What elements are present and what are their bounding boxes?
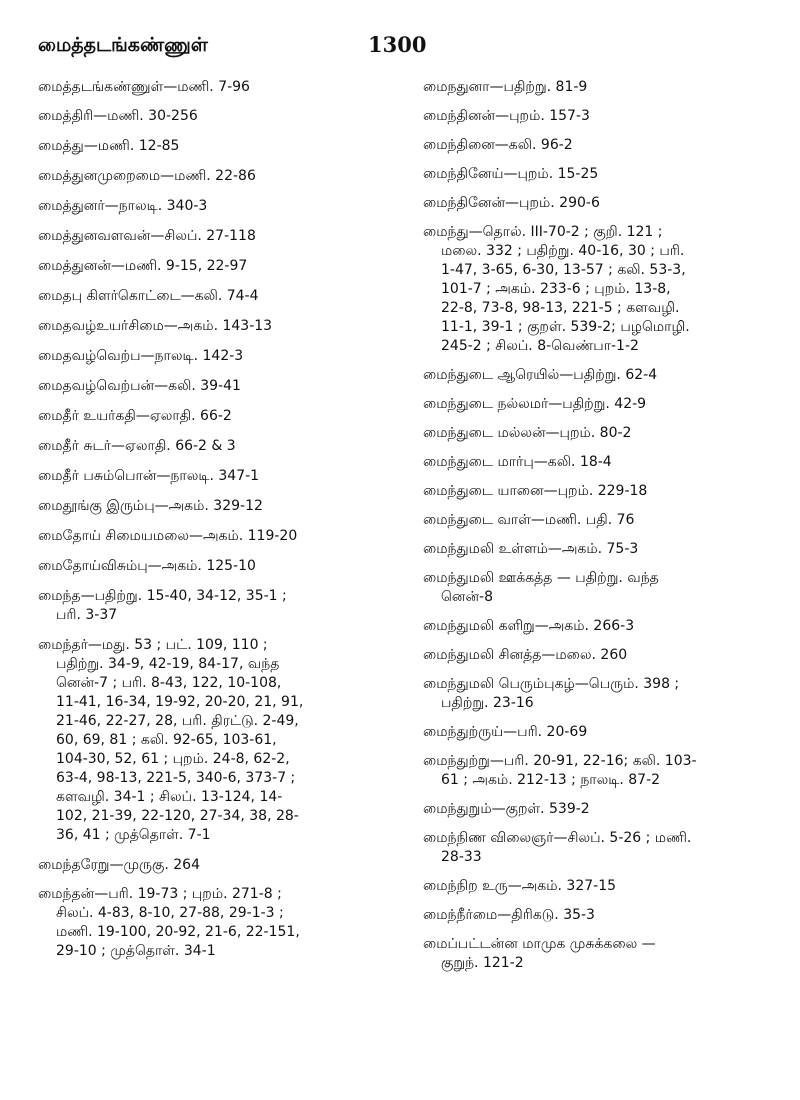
index-entry (38, 437, 410, 456)
index-entry (38, 197, 410, 216)
entry-continuation-line: பதிற்று. 23-16 (441, 695, 534, 711)
entry-headword-line: மைப்பட்டன்ன மாமுக முசுக்கலை — (423, 936, 656, 952)
index-entry (423, 540, 775, 559)
entry-continuation-line: 102, 21-39, 22-120, 27-34, 38, 28- (56, 808, 299, 824)
running-head: மைத்தடங்கண்ணுள் (38, 34, 208, 56)
entry-continuation-line: பதிற்று. 34-9, 42-19, 84-17, வந்த (56, 656, 280, 672)
entry-headword-line: மைந்துமலி ஊக்கத்த — பதிற்று. வந்த (423, 570, 659, 586)
entry-continuation-line: மணி. 19-100, 20-92, 21-6, 22-151, (56, 924, 300, 940)
entry-continuation-line: னென்-7 ; பரி. 8-43, 122, 10-108, (56, 675, 282, 691)
entry-headword-line: மைதோய் சிமையமலை—அகம். 119-20 (38, 528, 298, 544)
entry-continuation-line: 11-1, 39-1 ; குறள். 539-2; பழமொழி. (441, 319, 690, 335)
entry-continuation-line: சிலப். 4-83, 8-10, 27-88, 29-1-3 ; (56, 905, 284, 921)
index-entry (423, 675, 775, 713)
index-entry (38, 557, 410, 576)
entry-headword-line: மைதோய்விசும்பு—அகம். 125-10 (38, 558, 256, 574)
entry-headword-line: மைந்துடை மல்லன்—புறம். 80-2 (423, 425, 632, 441)
entry-headword-line: மைந்துற்ருய்—பரி. 20-69 (423, 724, 588, 740)
index-entry (38, 885, 410, 961)
index-entry (38, 107, 410, 126)
index-entry (423, 453, 775, 472)
index-entry (423, 223, 775, 356)
index-entry (423, 906, 775, 925)
entry-headword-line: மைதவழ்உயர்சிமை—அகம். 143-13 (38, 318, 273, 334)
index-entry (38, 467, 410, 486)
index-entry (423, 482, 775, 501)
entry-headword-line: மைந்துமலி சினத்த—மலை. 260 (423, 647, 628, 663)
index-entry (38, 257, 410, 276)
index-entry (423, 829, 775, 867)
entry-headword-line: மைந்நிற உரு—அகம். 327-15 (423, 878, 617, 894)
entry-headword-line: மைந்துடை யானை—புறம். 229-18 (423, 483, 648, 499)
entry-continuation-line: 245-2 ; சிலப். 8-வெண்பா-1-2 (441, 338, 639, 354)
entry-headword-line: மைந்துமலி களிறு—அகம். 266-3 (423, 618, 635, 634)
page-number: 1300 (368, 32, 427, 57)
entry-headword-line: மைந்து—தொல். III-70-2 ; குறி. 121 ; (423, 224, 663, 240)
index-entry (38, 527, 410, 546)
entry-continuation-line: பரி. 3-37 (56, 607, 118, 623)
entry-continuation-line: களவழி. 34-1 ; சிலப். 13-124, 14- (56, 789, 283, 805)
entry-continuation-line: குறுந். 121-2 (441, 955, 524, 971)
index-entry (423, 424, 775, 443)
entry-headword-line: மைத்துனவளவன்—சிலப். 27-118 (38, 228, 256, 244)
index-entry (423, 165, 775, 184)
index-entry (423, 877, 775, 896)
entry-headword-line: மைதபு கிளர்கொட்டை—கலி. 74-4 (38, 288, 259, 304)
entry-headword-line: மைந்தினேன்—புறம். 290-6 (423, 195, 600, 211)
entry-headword-line: மைத்து—மணி. 12-85 (38, 138, 180, 154)
index-entry (423, 107, 775, 126)
entry-headword-line: மைந்தர்—மது. 53 ; பட். 109, 110 ; (38, 637, 268, 653)
entry-continuation-line: 36, 41 ; முத்தொள். 7-1 (56, 827, 211, 843)
entry-headword-line: மைந்துடை நல்லமர்—பதிற்று. 42-9 (423, 396, 647, 412)
index-entry (38, 497, 410, 516)
entry-continuation-line: 101-7 ; அகம். 233-6 ; புறம். 13-8, (441, 281, 671, 297)
entry-headword-line: மைந்துமலி பெரும்புகழ்—பெரும். 398 ; (423, 676, 680, 692)
entry-headword-line: மைந்தரேறு—முருகு. 264 (38, 857, 200, 873)
entry-headword-line: மைந்தன்—பரி. 19-73 ; புறம். 271-8 ; (38, 886, 282, 902)
entry-headword-line: மைத்தடங்கண்ணுள்—மணி. 7-96 (38, 79, 250, 95)
entry-headword-line: மைந்துடை ஆரெயில்—பதிற்று. 62-4 (423, 367, 658, 383)
entry-headword-line: மைத்துனன்—மணி. 9-15, 22-97 (38, 258, 248, 274)
entry-headword-line: மைந்துறும்—குறள். 539-2 (423, 801, 590, 817)
entry-headword-line: மைத்துனமுறைமை—மணி. 22-86 (38, 168, 256, 184)
entry-continuation-line: 60, 69, 81 ; கலி. 92-65, 103-61, (56, 732, 277, 748)
right-column (423, 78, 775, 983)
index-entry (38, 227, 410, 246)
entry-headword-line: மைந்நிண விலைஞர்—சிலப். 5-26 ; மணி. (423, 830, 692, 846)
entry-headword-line: மைதூங்கு இரும்பு—அகம். 329-12 (38, 498, 263, 514)
entry-headword-line: மைநதுனா—பதிற்று. 81-9 (423, 79, 588, 95)
entry-headword-line: மைந்நீர்மை—திரிகடு. 35-3 (423, 907, 595, 923)
index-entry (38, 377, 410, 396)
index-entry (423, 723, 775, 742)
index-entry (423, 395, 775, 414)
entry-headword-line: மைத்துனர்—நாலடி. 340-3 (38, 198, 208, 214)
entry-continuation-line: 21-46, 22-27, 28, பரி. திரட்டு. 2-49, (56, 713, 299, 729)
entry-continuation-line: னென்-8 (441, 589, 494, 605)
entry-continuation-line: மலை. 332 ; பதிற்று. 40-16, 30 ; பரி. (441, 243, 685, 259)
index-entry (423, 935, 775, 973)
index-entry (423, 136, 775, 155)
index-entry (38, 287, 410, 306)
entry-headword-line: மைதீர் பசும்பொன்—நாலடி. 347-1 (38, 468, 260, 484)
entry-headword-line: மைந்துற்று—பரி. 20-91, 22-16; கலி. 103- (423, 753, 697, 769)
entry-headword-line: மைந்துடை வாள்—மணி. பதி. 76 (423, 512, 635, 528)
index-entry (423, 78, 775, 97)
entry-headword-line: மைதீர் உயர்கதி—ஏலாதி. 66-2 (38, 408, 232, 424)
index-entry (38, 407, 410, 426)
left-column (38, 78, 410, 971)
entry-continuation-line: 61 ; அகம். 212-13 ; நாலடி. 87-2 (441, 772, 661, 788)
index-entry (38, 347, 410, 366)
index-entry (38, 78, 410, 97)
index-entry (38, 317, 410, 336)
entry-headword-line: மைந்தினன்—புறம். 157-3 (423, 108, 590, 124)
entry-headword-line: மைதவழ்வெற்பன்—கலி. 39-41 (38, 378, 241, 394)
index-entry (423, 366, 775, 385)
index-entry (423, 569, 775, 607)
entry-continuation-line: 104-30, 52, 61 ; புறம். 24-8, 62-2, (56, 751, 290, 767)
index-entry (423, 752, 775, 790)
index-entry (38, 636, 410, 845)
index-entry (38, 167, 410, 186)
entry-headword-line: மைதீர் சுடர்—ஏலாதி. 66-2 & 3 (38, 438, 236, 454)
index-entry (423, 617, 775, 636)
entry-headword-line: மைந்தினை—கலி. 96-2 (423, 137, 573, 153)
entry-headword-line: மைந்துமலி உள்ளம்—அகம். 75-3 (423, 541, 639, 557)
entry-continuation-line: 22-8, 73-8, 98-13, 221-5 ; களவழி. (441, 300, 680, 316)
index-entry (38, 856, 410, 875)
index-entry (38, 137, 410, 156)
entry-continuation-line: 28-33 (441, 849, 482, 865)
entry-headword-line: மைந்த—பதிற்று. 15-40, 34-12, 35-1 ; (38, 588, 287, 604)
entry-continuation-line: 1-47, 3-65, 6-30, 13-57 ; கலி. 53-3, (441, 262, 686, 278)
entry-headword-line: மைந்துடை மார்பு—கலி. 18-4 (423, 454, 612, 470)
entry-headword-line: மைந்தினேய்—புறம். 15-25 (423, 166, 599, 182)
entry-continuation-line: 29-10 ; முத்தொள். 34-1 (56, 943, 216, 959)
index-entry (38, 587, 410, 625)
entry-headword-line: மைத்திரி—மணி. 30-256 (38, 108, 198, 124)
index-entry (423, 800, 775, 819)
index-entry (423, 194, 775, 213)
index-entry (423, 646, 775, 665)
entry-continuation-line: 63-4, 98-13, 221-5, 340-6, 373-7 ; (56, 770, 296, 786)
entry-headword-line: மைதவழ்வெற்ப—நாலடி. 142-3 (38, 348, 244, 364)
index-entry (423, 511, 775, 530)
entry-continuation-line: 11-41, 16-34, 19-92, 20-20, 21, 91, (56, 694, 304, 710)
